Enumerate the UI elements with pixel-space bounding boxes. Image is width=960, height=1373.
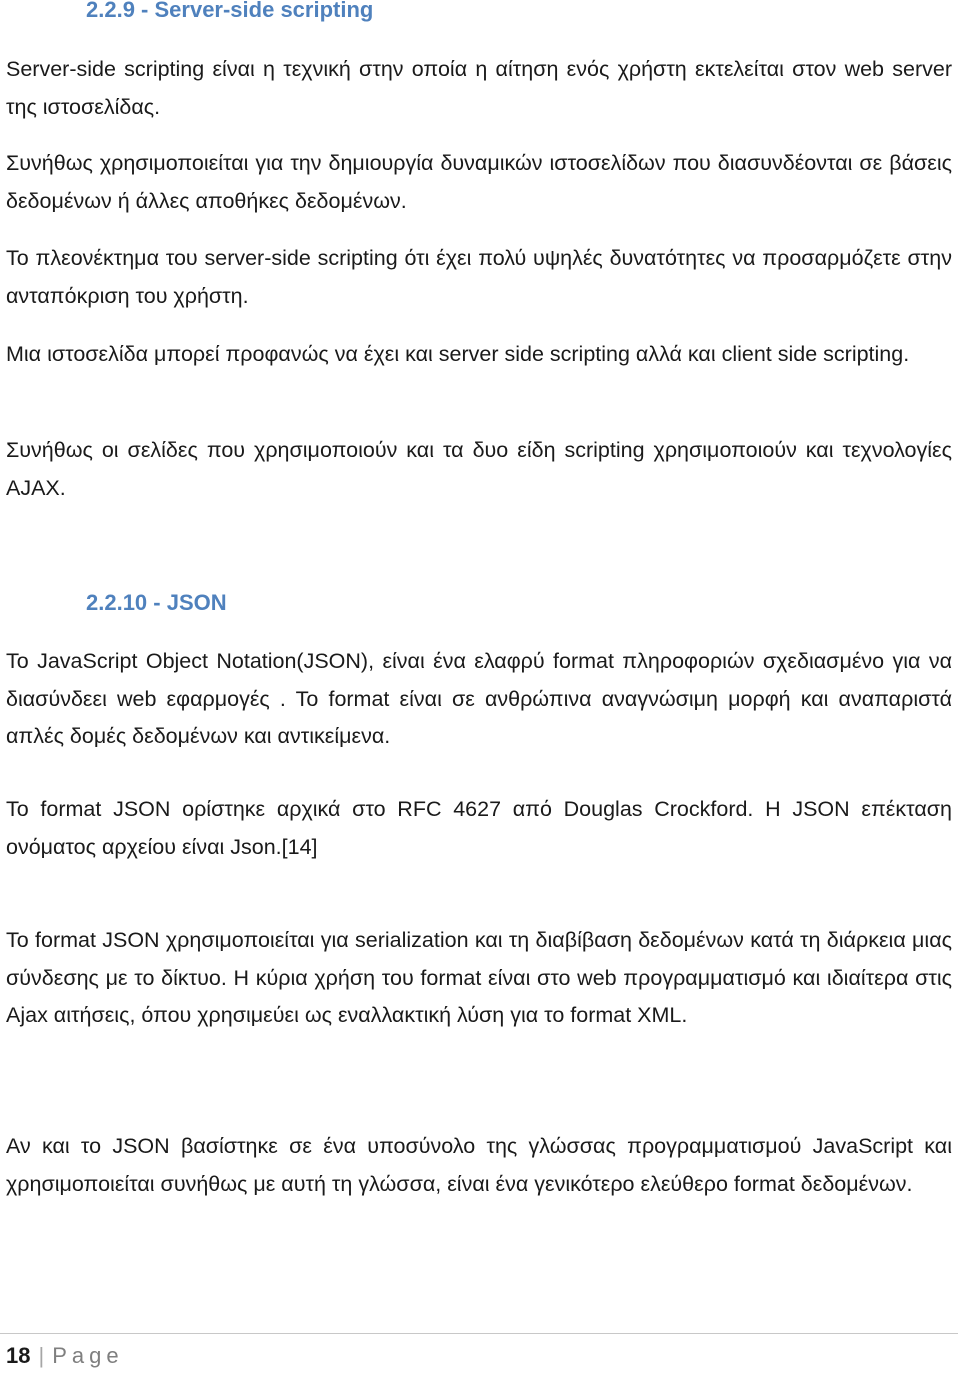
page-number: 18 (6, 1343, 31, 1368)
paragraph: Το format JSON χρησιμοποιείται για serialization και τη διαβίβαση δεδομένων κατά τη διάρκεια μιας σύνδεσης με το δίκτυο. Η κύρια χρήση του format είναι στο web προγραμματισμό και ιδιαίτερα στις Ajax αιτήσεις, όπου χρησιμεύει ως εναλλακτική λύση για το format XML. (6, 928, 952, 1027)
paragraph: Μια ιστοσελίδα μπορεί προφανώς να έχει και server side scripting αλλά και client side scripting. (6, 342, 910, 366)
footer-separator: | (38, 1343, 45, 1368)
paragraph: Το JavaScript Object Notation(JSON), είναι ένα ελαφρύ format πληροφοριών σχεδιασμένο για να διασύνδεει web εφαρμογές . Το format είναι σε ανθρώπινα αναγνώσιμη μορφή και αναπαριστά απλές δομές δεδομένων και αντικείμενα. (6, 649, 952, 748)
page-footer (6, 1343, 124, 1369)
section-heading-json: 2.2.10 - JSON (86, 590, 227, 615)
page-label: Page (52, 1343, 124, 1368)
paragraph: Συνήθως χρησιμοποιείται για την δημιουργία δυναμικών ιστοσελίδων που διασυνδέονται σε βάσεις δεδομένων ή άλλες αποθήκες δεδομένων. (6, 151, 952, 213)
paragraph: Server-side scripting είναι η τεχνική στην οποία η αίτηση ενός χρήστη εκτελείται στον web server της ιστοσελίδας. (6, 57, 952, 119)
section-heading-server-side-scripting: 2.2.9 - Server-side scripting (86, 0, 374, 22)
paragraph: Αν και το JSON βασίστηκε σε ένα υποσύνολο της γλώσσας προγραμματισμού JavaScript και χρησιμοποιείται συνήθως με αυτή τη γλώσσα, είναι ένα γενικότερο ελεύθερο format δεδομένων. (6, 1134, 952, 1196)
paragraph: Το πλεονέκτημα του server-side scripting ότι έχει πολύ υψηλές δυνατότητες να προσαρμόζετε στην ανταπόκριση του χρήστη. (6, 246, 952, 308)
paragraph: Το format JSON ορίστηκε αρχικά στο RFC 4627 από Douglas Crockford. Η JSON επέκταση ονόματος αρχείου είναι Json.[14] (6, 797, 952, 859)
footer-divider (0, 1333, 958, 1334)
paragraph: Συνήθως οι σελίδες που χρησιμοποιούν και τα δυο είδη scripting χρησιμοποιούν και τεχνολογίες AJAX. (6, 438, 952, 500)
